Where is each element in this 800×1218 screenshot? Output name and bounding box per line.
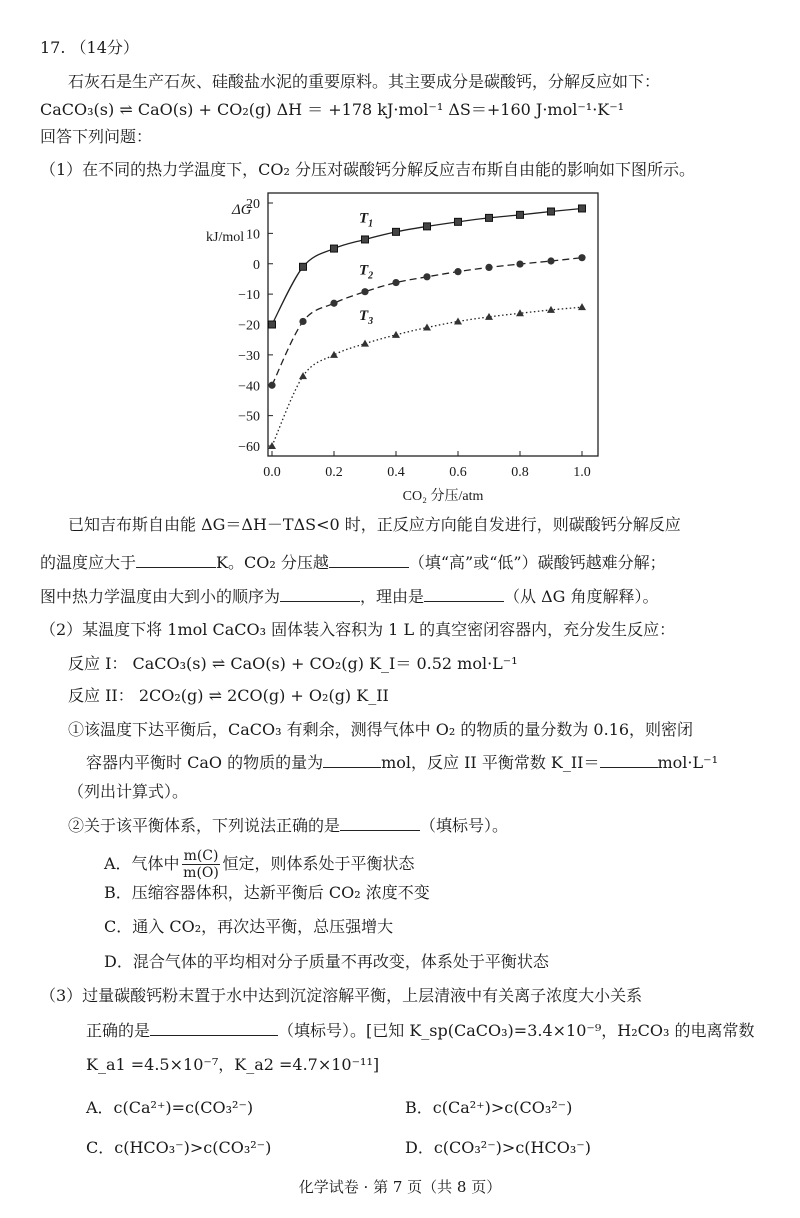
page-footer: 化学试卷 · 第 7 页（共 8 页） [298, 1178, 502, 1196]
data-point-T2 [361, 288, 368, 295]
answer-blank-temperature[interactable] [136, 551, 216, 568]
part3-line1: （3）过量碳酸钙粉末置于水中达到沉淀溶解平衡，上层清液中有关离子浓度大小关系 [40, 986, 643, 1005]
y-axis-unit: kJ/mol [206, 230, 245, 245]
answer-blank-k2[interactable] [600, 751, 658, 768]
data-point-T1 [362, 236, 369, 243]
reaction-equation: CaCO₃(s) ⇌ CaO(s) + CO₂(g) ΔH ＝ +178 kJ·mol⁻¹ ΔS＝+160 J·mol⁻¹·K⁻¹ [40, 100, 625, 119]
data-point-T2 [485, 264, 492, 271]
y-tick-label: −10 [238, 288, 260, 304]
y-tick-label: 10 [246, 227, 260, 243]
option-3b: B．c(Ca²⁺)>c(CO₃²⁻) [405, 1098, 573, 1117]
text: ，理由是 [360, 587, 425, 606]
part2-q1-line2 [86, 751, 718, 774]
data-point-T3 [485, 313, 493, 320]
part1-line2 [40, 551, 666, 574]
text: 恒定，则体系处于平衡状态 [222, 854, 415, 873]
text: A．气体中 [104, 854, 180, 873]
y-tick-label: −60 [238, 440, 260, 455]
part2-q1-line1: ①该温度下达平衡后，CaCO₃ 有剩余，测得气体中 O₂ 的物质的量分数为 0.16，则密闭 [68, 720, 694, 739]
plot-frame [268, 193, 598, 456]
text: （从 ΔG 角度解释）。 [504, 587, 659, 606]
part3-line2 [86, 1019, 755, 1042]
text: 正确的是 [86, 1021, 151, 1040]
gibbs-energy-chart [196, 188, 616, 508]
option-3a: A．c(Ca²⁺)=c(CO₃²⁻) [86, 1098, 254, 1117]
denominator: m(O) [183, 865, 219, 881]
x-tick-label: 0.8 [511, 465, 529, 480]
x-axis-label: CO₂ 分压/atm [402, 489, 484, 504]
part2-q2 [68, 814, 508, 837]
mass-ratio-fraction [182, 848, 221, 881]
y-tick-label: −30 [238, 348, 260, 364]
text: （填标号）。[已知 K_sp(CaCO₃)=3.4×10⁻⁹，H₂CO₃ 的电离常数 [278, 1021, 755, 1040]
data-point-T2 [516, 260, 523, 267]
intro-text: 石灰石是生产石灰、硅酸盐水泥的重要原料。其主要成分是碳酸钙，分解反应如下： [68, 72, 661, 91]
text: 图中热力学温度由大到小的顺序为 [40, 587, 281, 606]
data-point-T2 [578, 254, 585, 261]
data-point-T2 [392, 279, 399, 286]
x-tick-label: 0.2 [325, 465, 343, 480]
series-label-T2: $T_2$ [359, 262, 374, 282]
part2-q1-line3: （列出计算式）。 [68, 782, 189, 801]
x-tick-label: 1.0 [573, 465, 591, 480]
data-point-T1 [517, 211, 524, 218]
option-2d: D．混合气体的平均相对分子质量不再改变，体系处于平衡状态 [104, 952, 549, 971]
option-3c: C．c(HCO₃⁻)>c(CO₃²⁻) [86, 1138, 272, 1157]
text: 的温度应大于 [40, 553, 137, 572]
answer-blank-cao[interactable] [323, 751, 381, 768]
prompt-text: 回答下列问题： [40, 127, 153, 146]
text: 容器内平衡时 CaO 的物质的量为 [86, 753, 324, 772]
reaction-1: 反应 I： CaCO₃(s) ⇌ CaO(s) + CO₂(g) K_I＝ 0.52 mol·L⁻¹ [68, 654, 518, 673]
text: ②关于该平衡体系，下列说法正确的是 [68, 816, 341, 835]
reaction-2: 反应 II： 2CO₂(g) ⇌ 2CO(g) + O₂(g) K_II [68, 686, 389, 705]
text: mol·L⁻¹ [657, 753, 718, 772]
x-tick-label: 0.4 [387, 465, 405, 480]
data-point-T1 [300, 263, 307, 270]
data-point-T3 [392, 331, 400, 338]
data-point-T2 [454, 268, 461, 275]
data-point-T1 [393, 228, 400, 235]
data-point-T2 [423, 273, 430, 280]
question-header: 17. （14分） [40, 38, 139, 57]
option-3d: D．c(CO₃²⁻)>c(HCO₃⁻) [405, 1138, 591, 1157]
data-point-T2 [547, 257, 554, 264]
x-tick-label: 0.0 [263, 465, 281, 480]
part1-line1: 已知吉布斯自由能 ΔG＝ΔH－TΔS<0 时，正反应方向能自发进行，则碳酸钙分解反应 [68, 515, 681, 534]
y-tick-label: −20 [238, 318, 260, 334]
y-axis-label: ΔG [232, 202, 252, 218]
part2-title: （2）某温度下将 1mol CaCO₃ 固体装入容积为 1 L 的真空密闭容器内，充分发生反应： [40, 620, 676, 639]
data-point-T2 [299, 318, 306, 325]
y-tick-label: −50 [238, 409, 260, 425]
data-point-T3 [361, 340, 369, 347]
data-point-T3 [454, 317, 462, 324]
text: （填“高”或“低”）碳酸钙越难分解； [408, 553, 666, 572]
data-point-T1 [486, 214, 493, 221]
x-tick-label: 0.6 [449, 465, 467, 480]
data-point-T2 [268, 382, 275, 389]
text: （填标号）。 [420, 816, 509, 835]
data-point-T1 [331, 245, 338, 252]
part3-line3: K_a1 =4.5×10⁻⁷，K_a2 =4.7×10⁻¹¹] [86, 1055, 380, 1074]
data-point-T1 [269, 321, 276, 328]
series-label-T1: $T_1$ [359, 210, 374, 230]
answer-blank-order[interactable] [280, 585, 360, 602]
data-point-T3 [423, 324, 431, 331]
y-tick-label: 0 [253, 257, 260, 273]
answer-blank-pressure[interactable] [329, 551, 409, 568]
option-2b: B．压缩容器体积，达新平衡后 CO₂ 浓度不变 [104, 883, 430, 902]
series-label-T3: $T_3$ [359, 307, 374, 327]
option-2a [104, 848, 415, 881]
answer-blank-q2[interactable] [340, 814, 420, 831]
answer-blank-reason[interactable] [424, 585, 504, 602]
data-point-T1 [455, 218, 462, 225]
data-point-T3 [578, 303, 586, 310]
data-point-T1 [548, 208, 555, 215]
data-point-T1 [424, 223, 431, 230]
data-point-T2 [330, 300, 337, 307]
y-tick-label: −40 [238, 379, 260, 395]
answer-blank-part3[interactable] [150, 1019, 278, 1036]
numerator: m(C) [183, 848, 219, 864]
data-point-T1 [579, 205, 586, 212]
data-point-T3 [330, 351, 338, 358]
y-tick-label: 20 [246, 197, 260, 212]
text: mol，反应 II 平衡常数 K_II＝ [381, 753, 600, 772]
part1-line3 [40, 585, 659, 608]
option-2c: C．通入 CO₂，再次达平衡，总压强增大 [104, 917, 394, 936]
text: K。CO₂ 分压越 [216, 553, 329, 572]
part1-title: （1）在不同的热力学温度下，CO₂ 分压对碳酸钙分解反应吉布斯自由能的影响如下图所示。 [40, 160, 696, 179]
